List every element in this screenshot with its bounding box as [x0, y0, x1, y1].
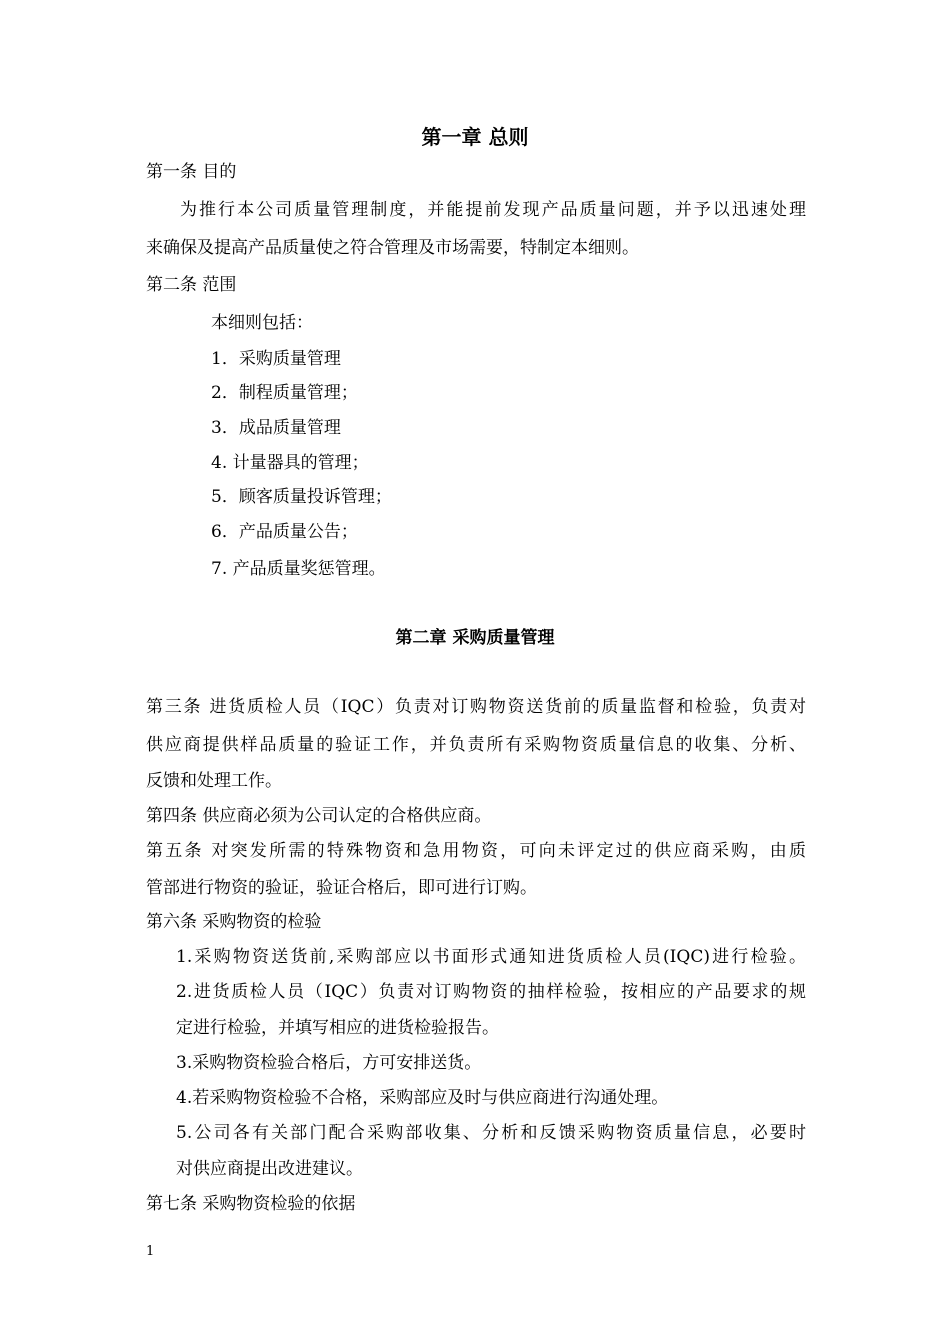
scope-item: 5．顾客质量投诉管理；: [211, 487, 392, 507]
article-6-item: 5.公司各有关部门配合采购部收集、分析和反馈采购物资质量信息，必要时: [176, 1123, 806, 1143]
page-number: 1: [146, 1244, 155, 1259]
article-5-line: 管部进行物资的验证，验证合格后，即可进行订购。: [146, 878, 537, 898]
chapter-1-title: 第一章 总则: [421, 125, 529, 149]
article-1-title: 第一条 目的: [146, 162, 237, 182]
scope-item: 1．采购质量管理: [211, 349, 341, 369]
article-6-item: 2.进货质检人员（IQC）负责对订购物资的抽样检验，按相应的产品要求的规: [176, 982, 806, 1002]
article-1-body-line: 为推行本公司质量管理制度，并能提前发现产品质量问题，并予以迅速处理: [180, 200, 806, 220]
scope-item: 6．产品质量公告；: [211, 522, 358, 542]
scope-item: 7. 产品质量奖惩管理。: [211, 559, 386, 579]
article-6-item: 4.若采购物资检验不合格，采购部应及时与供应商进行沟通处理。: [176, 1088, 669, 1108]
scope-item: 4. 计量器具的管理；: [211, 453, 369, 473]
article-6-item: 定进行检验，并填写相应的进货检验报告。: [176, 1018, 499, 1038]
article-3-line: 反馈和处理工作。: [146, 771, 282, 791]
scope-item: 2．制程质量管理；: [211, 383, 358, 403]
article-5-line: 第五条 对突发所需的特殊物资和急用物资，可向未评定过的供应商采购，由质: [146, 841, 806, 861]
article-3-line: 第三条 进货质检人员（IQC）负责对订购物资送货前的质量监督和检验，负责对: [146, 697, 806, 717]
chapter-2-title: 第二章 采购质量管理: [395, 628, 555, 648]
article-2-intro: 本细则包括：: [211, 313, 313, 333]
scope-item: 3．成品质量管理: [211, 418, 341, 438]
article-6-item: 对供应商提出改进建议。: [176, 1159, 363, 1179]
article-7-title: 第七条 采购物资检验的依据: [146, 1194, 356, 1214]
article-3-line: 供应商提供样品质量的验证工作，并负责所有采购物资质量信息的收集、分析、: [146, 735, 806, 755]
article-4: 第四条 供应商必须为公司认定的合格供应商。: [146, 806, 492, 826]
article-6-title: 第六条 采购物资的检验: [146, 912, 322, 932]
article-6-item: 1.采购物资送货前,采购部应以书面形式通知进货质检人员(IQC)进行检验。: [176, 947, 806, 967]
article-1-body-line: 来确保及提高产品质量使之符合管理及市场需要，特制定本细则。: [146, 238, 639, 258]
article-6-item: 3.采购物资检验合格后，方可安排送货。: [176, 1053, 482, 1073]
article-2-title: 第二条 范围: [146, 275, 237, 295]
